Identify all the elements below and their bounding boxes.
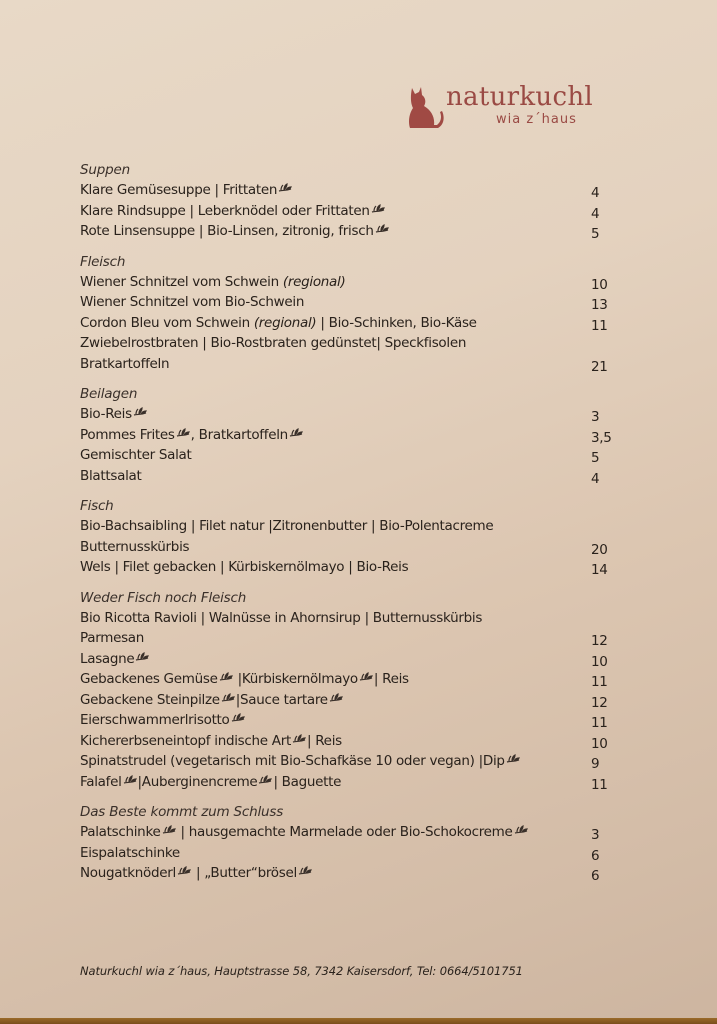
leaf-icon [278,183,292,193]
menu-section [80,384,625,486]
item-description: |Auberginencreme [137,773,258,790]
leaf-icon [177,866,191,876]
leaf-icon [258,775,272,785]
item-name [80,710,625,731]
leaf-icon [375,224,389,234]
item-title: Cordon Bleu vom Schwein [80,314,250,331]
leaf-icon [329,693,343,703]
item-description: |Kürbiskernölmayo [233,671,358,687]
menu-item [80,557,625,578]
item-description: | Reis [373,671,409,687]
item-price: 9 [591,756,600,772]
menu-section [80,496,625,578]
item-price: 4 [591,470,600,487]
leaf-icon [123,775,137,785]
section-title: Fisch [80,498,114,514]
item-name [80,608,625,649]
brand-tagline: wia z´haus [496,112,577,127]
item-price: 10 [591,735,608,752]
item-title: Spinatstrudel (vegetarisch mit Bio-Schafkäse 10 oder vegan) |Dip [80,753,505,769]
menu-item [80,201,625,222]
item-price: 3 [591,409,600,425]
item-name [80,445,625,466]
menu-item [80,669,625,690]
item-description: | Bio-Schinken, Bio-Käse [316,314,477,331]
item-name [80,822,625,843]
menu-item [80,843,625,864]
item-note: (regional) [282,273,346,290]
leaf-icon [219,672,233,682]
item-title: Falafel [80,773,122,790]
item-title: Eispalatschinke [80,844,180,861]
item-name [80,863,625,884]
item-price: 6 [591,868,600,884]
menu-item [80,425,625,446]
menu-item [80,690,625,711]
item-title: Nougatknöderl [80,865,176,881]
menu-item [80,751,625,772]
menu-section [80,588,625,793]
item-name [80,404,625,425]
item-name [80,669,625,690]
item-price: 10 [591,653,608,670]
item-title: Wiener Schnitzel vom Schwein [80,273,279,290]
menu-section [80,802,625,884]
menu-item [80,292,625,313]
item-price: 6 [591,847,600,864]
leaf-icon [292,734,306,744]
menu-item [80,404,625,425]
leaf-icon [133,407,147,417]
item-price: 13 [591,297,608,313]
item-title: Bio Ricotta Ravioli | Walnüsse in Ahornsirup | Butternusskürbis [80,609,483,626]
item-title: Rote Linsensuppe | Bio-Linsen, zitronig, frisch [80,223,374,239]
item-name [80,516,625,557]
leaf-icon [162,825,176,835]
menu-item [80,221,625,242]
menu-item [80,466,625,487]
leaf-icon [359,672,373,682]
item-price: 11 [591,317,608,334]
item-price: 11 [591,776,608,793]
leaf-icon [371,204,385,214]
item-name [80,751,625,772]
item-title: Palatschinke [80,824,161,840]
item-description: | Baguette [273,773,342,790]
item-description: | „Butter“brösel [191,865,297,881]
item-title: Gemischter Salat [80,447,192,463]
item-title: Kichererbseneintopf indische Art [80,732,291,749]
item-title: Blattsalat [80,467,142,484]
item-price: 4 [591,205,600,222]
leaf-icon [176,428,190,438]
item-price: 20 [591,541,608,558]
item-description: Butternusskürbis [80,538,190,555]
item-name [80,201,625,222]
item-price: 5 [591,450,600,466]
menu-item [80,445,625,466]
item-price: 3 [591,827,600,843]
footer-address: Naturkuchl wia z´haus, Hauptstrasse 58, 7342 Kaisersdorf, Tel: 0664/5101751 [80,964,523,978]
item-name [80,557,625,578]
item-name [80,333,625,374]
cat-icon [404,84,444,130]
menu-item [80,516,625,557]
leaf-icon [298,866,312,876]
section-title: Das Beste kommt zum Schluss [80,804,284,820]
item-name [80,772,625,793]
menu-item [80,863,625,884]
section-title: Weder Fisch noch Fleisch [80,589,247,606]
menu-section [80,252,625,375]
item-title: Pommes Frites [80,426,175,443]
menu-item [80,731,625,752]
section-title: Suppen [80,162,130,178]
item-name [80,843,625,864]
leaf-icon [135,652,149,662]
table-edge [0,1018,717,1024]
brand-name: naturkuchl [446,82,593,112]
menu-item [80,313,625,334]
item-price: 5 [591,226,600,242]
item-name [80,649,625,670]
menu-item [80,649,625,670]
section-title: Fleisch [80,253,126,270]
item-price: 4 [591,185,600,201]
item-name [80,690,625,711]
menu-item [80,333,625,374]
item-description: |Sauce tartare [235,691,328,708]
item-name [80,313,625,334]
item-description: Bratkartoffeln [80,355,170,372]
leaf-icon [289,428,303,438]
menu-item [80,772,625,793]
item-title: Klare Rindsuppe | Leberknödel oder Frittaten [80,202,370,219]
item-title: Gebackenes Gemüse [80,671,218,687]
item-note: (regional) [253,314,317,331]
leaf-icon [514,825,528,835]
menu-item [80,608,625,649]
item-name [80,731,625,752]
item-name [80,221,625,242]
menu-item [80,710,625,731]
item-title: Wiener Schnitzel vom Bio-Schwein [80,294,305,310]
item-name [80,466,625,487]
leaf-icon [506,754,520,764]
leaf-icon [221,693,235,703]
item-price: 11 [591,715,608,731]
item-title: Bio-Reis [80,406,132,422]
item-price: 21 [591,358,608,375]
item-title: Zwiebelrostbraten | Bio-Rostbraten gedünstet| Speckfisolen [80,335,467,351]
item-title: Klare Gemüsesuppe | Frittaten [80,182,278,198]
menu-item [80,822,625,843]
item-price: 14 [591,562,608,578]
leaf-icon [231,713,245,723]
item-title: Lasagne [80,650,135,667]
item-name [80,425,625,446]
item-name [80,272,625,293]
item-description: | Reis [306,732,342,749]
item-price: 10 [591,276,608,293]
item-price: 12 [591,694,608,711]
menu-item [80,180,625,201]
item-price: 11 [591,674,608,690]
item-name [80,292,625,313]
restaurant-logo [404,82,624,132]
item-price: 12 [591,633,608,649]
item-description: , Bratkartoffeln [190,426,288,443]
section-title: Beilagen [80,386,138,402]
menu [80,160,625,894]
item-name [80,180,625,201]
menu-section [80,160,625,242]
item-title: Gebackene Steinpilze [80,691,220,708]
menu-item [80,272,625,293]
item-title: Wels | Filet gebacken | Kürbiskernölmayo | Bio-Reis [80,559,409,575]
item-description: Parmesan [80,630,145,646]
item-title: Eierschwammerlrisotto [80,712,230,728]
item-price: 3,5 [591,429,612,446]
item-title: Bio-Bachsaibling | Filet natur |Zitronenbutter | Bio-Polentacreme [80,518,494,534]
item-description: | hausgemachte Marmelade oder Bio-Schokocreme [176,824,513,840]
